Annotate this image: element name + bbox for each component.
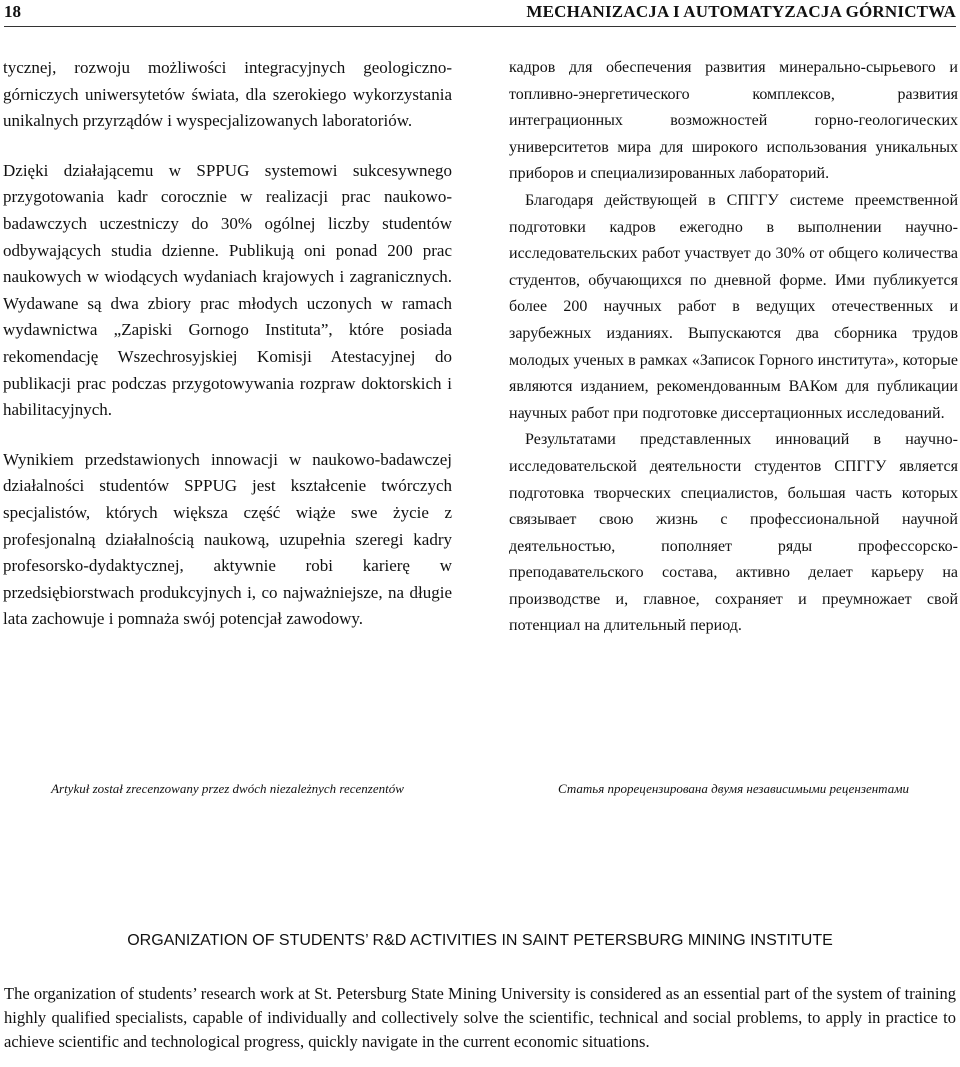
abstract-title: ORGANIZATION OF STUDENTS’ R&D ACTIVITIES IN SAINT PETERSBURG MINING INSTITUTE [127, 932, 833, 949]
paragraph: Wynikiem przedstawionych innowacji w naukowo-badawczej działalności studentów SPPUG jest kształcenie twórczych specjalistów, których większa część wiąże swe życie z profesjonalną działalnością naukową, uzupełnia szeregi kadry profesorsko-dydaktycznej, aktywnie robi karierę w przedsiębiorstwach produkcyjnych i, co najważniejsze, na długie lata zachowuje i pomnaża swój potencjał zawodowy. [3, 449, 452, 629]
page-header [4, 0, 956, 27]
abstract-text: The organization of students’ research work at St. Petersburg State Mining University is considered as an essential part of the system of training highly qualified specialists, capable of individually and collectively solve the scientific, technical and social problems, to apply in practice to achieve scientific and technological progress, quickly navigate in the current economic situations. [4, 984, 956, 1051]
paragraph: Dzięki działającemu w SPPUG systemowi sukcesywnego przygotowania kadr corocznie w realizacji prac naukowo-badawczych uczestniczy do 30% ogólnej liczby studentów odbywających studia dzienne. Publikują oni ponad 200 prac naukowych w wiodących wydaniach krajowych i zagranicznych. Wydawane są dwa zbiory prac młodych uczonych w ramach wydawnictwa „Zapiski Gornogo Instituta”, które posiada rekomendację Wszechrosyjskiej Komisji Atestacyjnej do publikacji prac podczas przygotowywania rozpraw doktorskich i habilitacyjnych. [3, 160, 452, 420]
russian-text-column [509, 55, 958, 640]
paragraph: Результатами представленных инноваций в научно-исследовательской деятельности студентов СПГГУ является подготовка творческих специалистов, большая часть которых связывает свою жизнь с профессиональной научной деятельностью, пополняет ряды профессорско-преподавательского состава, активно делает карьеру на производстве и, главное, сохраняет и преумножает свой потенциал на длительный период. [509, 431, 958, 635]
review-note-russian: Статья прорецензирована двумя независимыми рецензентами [557, 781, 910, 796]
review-note-polish: Artykuł został zrecenzowany przez dwóch niezależnych recenzentów [51, 781, 404, 796]
paragraph: tycznej, rozwoju możliwości integracyjnych geologiczno-górniczych uniwersytetów świata, dla szerokiego wykorzystania unikalnych przyrządów i wyspecjalizowanych laboratoriów. [3, 58, 452, 131]
paragraph: кадров для обеспечения развития минерально-сырьевого и топливно-энергетического комплексов, развития интеграционных возможностей горно-геологических университетов мира для широкого использования уникальных приборов и специализированных лабораторий. [509, 59, 958, 183]
page-number: 18 [4, 2, 21, 21]
polish-text-column [3, 55, 452, 633]
paragraph: Благодаря действующей в СПГГУ системе преемственной подготовки кадров ежегодно в выполнении научно-исследовательских работ участвует до 30% от общего количества студентов, обучающихся по дневной форме. Ими публикуется более 200 научных работ в ведущих отечественных и зарубежных изданиях. Выпускаются два сборника трудов молодых ученых в рамках «Записок Горного института», которые являются изданием, рекомендованным ВАКом для публикации научных работ при подготовке диссертационных исследований. [509, 191, 958, 422]
journal-title: MECHANIZACJA I AUTOMATYZACJA GÓRNICTWA [526, 2, 956, 21]
